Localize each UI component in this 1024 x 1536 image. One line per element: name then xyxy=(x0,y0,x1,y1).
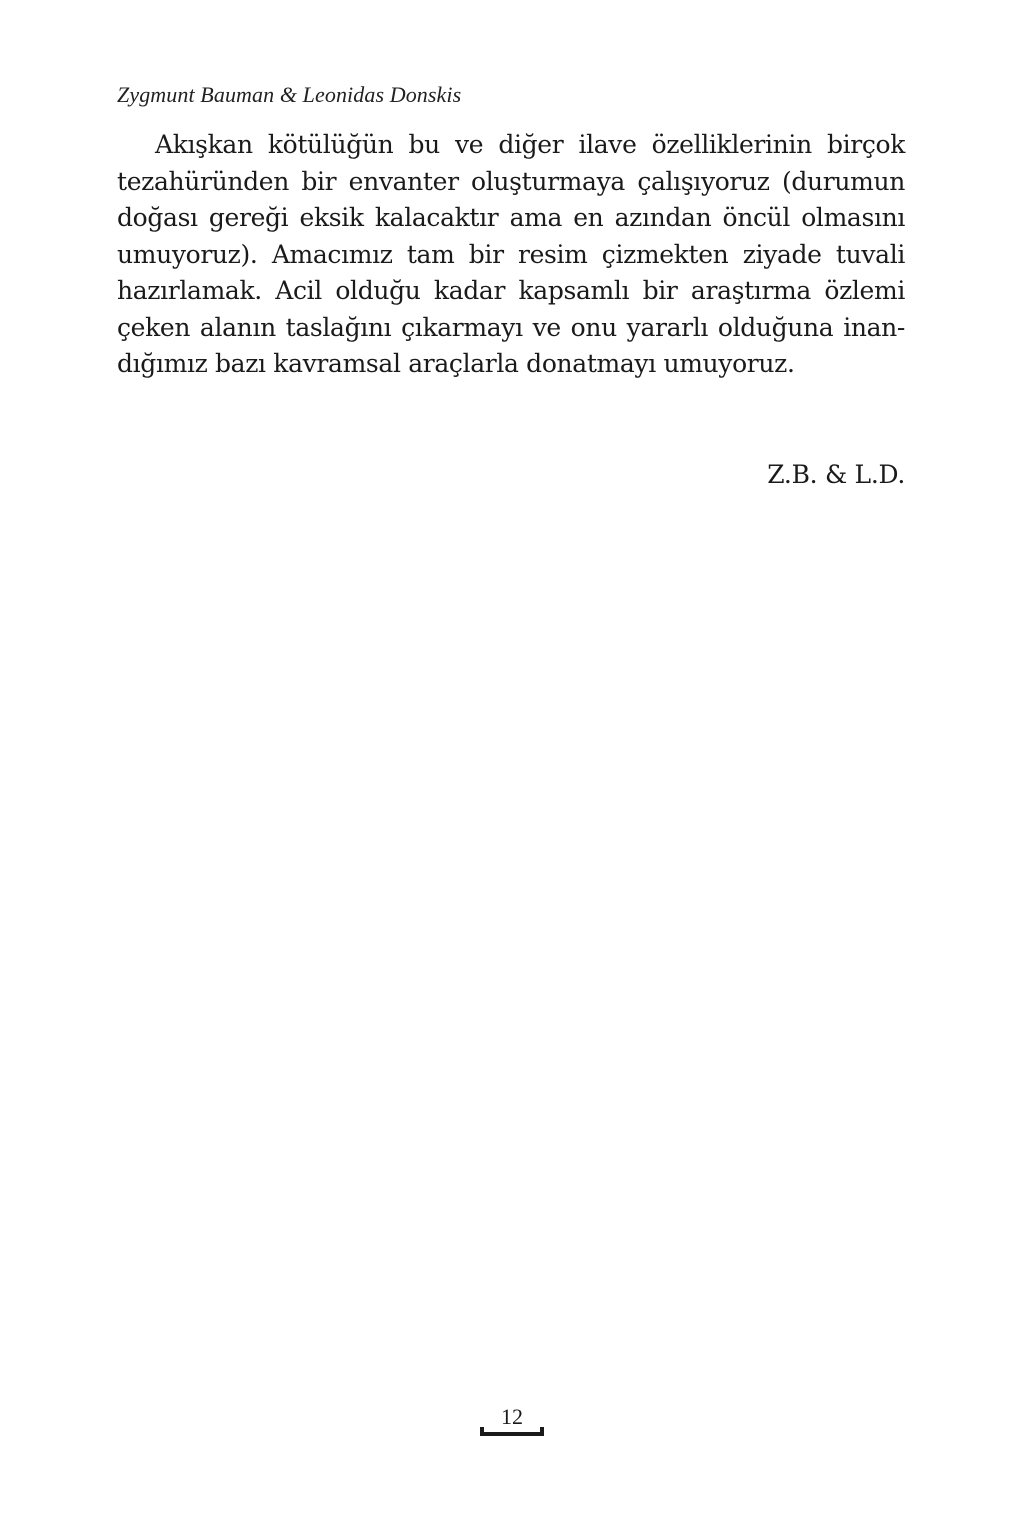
page-number: 12 xyxy=(501,1404,523,1429)
paragraph-line: doğası gereği eksik kalacaktır ama en azından öncül olmasını xyxy=(117,203,905,232)
page-number-block xyxy=(480,1404,544,1436)
body-paragraph xyxy=(117,127,905,383)
paragraph-line: tezahüründen bir envanter oluşturmaya çalışıyoruz (durumun xyxy=(117,166,905,196)
paragraph-line: dığımız bazı kavramsal araçlarla donatmayı umuyoruz. xyxy=(117,349,795,378)
paragraph-line: Akışkan kötülüğün bu ve diğer ilave özelliklerinin birçok xyxy=(155,130,905,159)
author-signature: Z.B. & L.D. xyxy=(767,460,905,489)
paragraph-line: hazırlamak. Acil olduğu kadar kapsamlı bir araştırma özlemi xyxy=(117,276,905,305)
page-number-rule xyxy=(480,1432,544,1436)
running-header: Zygmunt Bauman & Leonidas Donskis xyxy=(117,82,462,107)
paragraph-line: umuyoruz). Amacımız tam bir resim çizmekten ziyade tuvali xyxy=(117,239,905,269)
paragraph-line: çeken alanın taslağını çıkarmayı ve onu yararlı olduğuna inan- xyxy=(117,312,905,342)
